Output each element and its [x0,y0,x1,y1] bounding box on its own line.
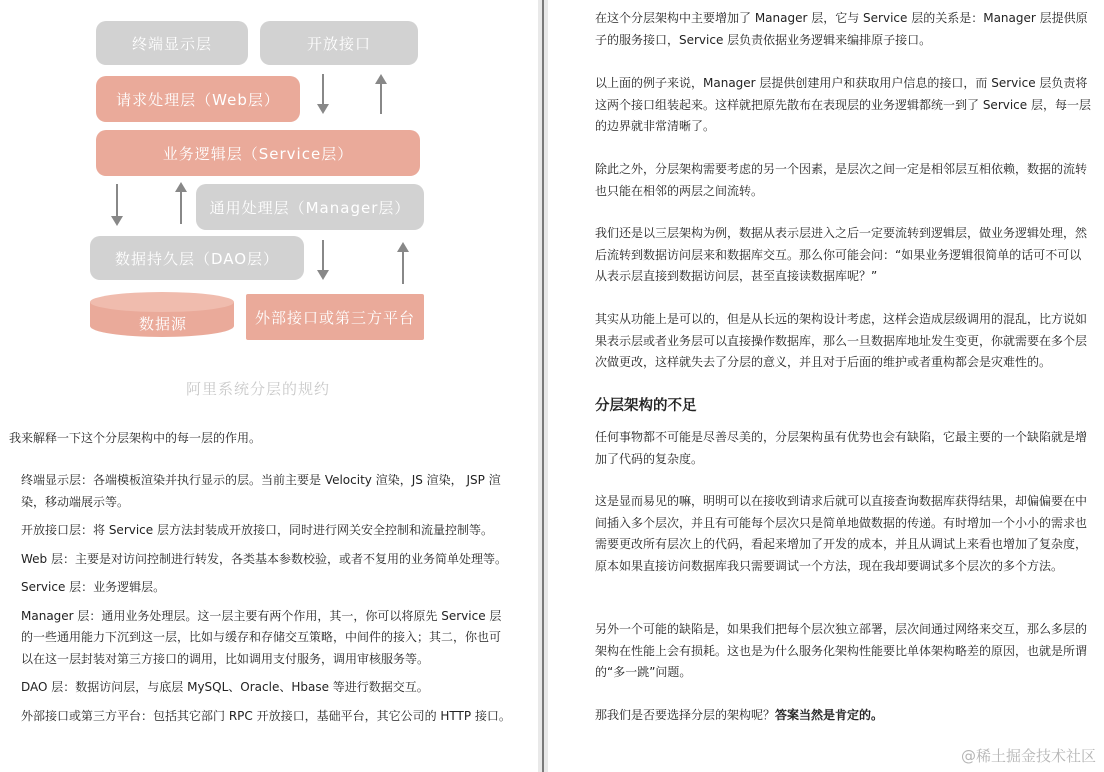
web-layer: 请求处理层（Web层） [96,76,300,122]
page-divider [538,0,548,772]
paragraph-adjacent-dependency: 除此之外，分层架构需要考虑的另一个因素，是层次之间一定是相邻层互相依赖，数据的流转也只能在相邻的两层之间流转。 [595,162,1088,198]
diagram-caption: 阿里系统分层的规约 [185,380,330,398]
arrow-up-icon [396,240,410,286]
paragraph-example: 以上面的例子来说，Manager 层提供创建用户和获取用户信息的接口，而 Service 层负责将这两个接口组装起来。这样就把原先散布在表现层的业务逻辑都统一到了 Service 层，每一层的边界就非常清晰了。 [595,76,1091,133]
paragraph-conclusion [595,705,1091,727]
left-page [0,0,538,772]
definition-open-api: 开放接口层：将 Service 层方法封装成开放接口，同时进行网关安全控制和流量控制等。 [21,523,493,537]
definition-external: 外部接口或第三方平台：包括其它部门 RPC 开放接口，基础平台，其它公司的 HTTP 接口。 [21,708,511,723]
manager-layer: 通用处理层（Manager层） [196,184,424,230]
definition-manager: Manager 层：通用业务处理层。这一层主要有两个作用，其一，你可以将原先 Service 层的一些通用能力下沉到这一层，比如与缓存和存储交互策略，中间件的接入；其二，你也可以在这一层封装对第三方接口的调用，比如调用支付服务，调用审核服务等。 [21,608,502,666]
service-layer: 业务逻辑层（Service层） [96,130,420,176]
datasource-label: 数据源 [138,314,187,333]
arrow-down-icon [316,238,330,284]
external-api-layer: 外部接口或第三方平台 [246,294,424,340]
paragraph-manager-layer: 在这个分层架构中主要增加了 Manager 层，它与 Service 层的关系是：Manager 层提供原子的服务接口，Service 层负责依据业务逻辑来编排原子接口。 [595,11,1088,47]
paragraph-performance-cost: 另外一个可能的缺陷是，如果我们把每个层次独立部署，层次间通过网络来交互，那么多层的架构在性能上会有损耗。这也是为什么服务化架构性能要比单体架构略差的原因，也就是所谓的“多一跳”问题。 [595,622,1088,679]
paragraph-functional-answer: 其实从功能上是可以的，但是从长远的架构设计考虑，这样会造成层级调用的混乱，比方说如果表示层或者业务层可以直接操作数据库，那么一旦数据库地址发生变更，你就需要在多个层次做更改，这样就失去了分层的意义，并且对于后面的维护或者重构都会是灾难性的。 [595,312,1088,369]
section-heading: 分层架构的不足 [595,398,697,414]
paragraph-drawback-complexity: 任何事物都不可能是尽善尽美的，分层架构虽有优势也会有缺陷，它最主要的一个缺陷就是增加了代码的复杂度。 [595,430,1088,466]
layer-definitions [21,470,511,734]
site-watermark: @稀土掘金技术社区 [960,747,1096,765]
definition-terminal: 终端显示层：各端模板渲染并执行显示的层。当前主要是 Velocity 渲染，JS 渲染， JSP 渲染，移动端展示等。 [21,473,501,509]
definition-service: Service 层：业务逻辑层。 [21,580,166,594]
paragraph-three-tier-question: 我们还是以三层架构为例，数据从表示层进入之后一定要流转到逻辑层，做业务逻辑处理，然后流转到数据访问层来和数据库交互。那么你可能会问：“如果业务逻辑很简单的话可不可以从表示层直接到数据访问层，甚至直接读数据库呢？” [595,226,1088,283]
dao-layer: 数据持久层（DAO层） [90,236,304,280]
definition-web: Web 层：主要是对访问控制进行转发，各类基本参数校验，或者不复用的业务简单处理等。 [21,551,507,566]
arrow-up-icon [374,72,388,116]
arrow-up-icon [174,180,188,228]
paragraph-obvious-cost: 这是显而易见的嘛，明明可以在接收到请求后就可以直接查询数据库获得结果，却偏偏要在中间插入多个层次，并且有可能每个层次只是简单地做数据的传递。有时增加一个小小的需求也需要更改所有层次上的代码，看起来增加了开发的成本，并且从调试上来看也增加了复杂度，原本如果直接访问数据库我只需要调试一个方法，现在我却要调试多个层次的多个方法。 [595,494,1088,573]
conclusion-answer: 答案当然是肯定的。 [775,708,884,722]
intro-text: 我来解释一下这个分层架构中的每一层的作用。 [9,431,262,445]
arrow-down-icon [316,72,330,116]
arrow-down-icon [110,182,124,230]
open-api-layer: 开放接口 [260,21,418,65]
conclusion-question: 那我们是否要选择分层的架构呢？ [595,708,776,722]
right-page [548,0,1104,772]
terminal-display-layer: 终端显示层 [96,21,248,65]
definition-dao: DAO 层：数据访问层，与底层 MySQL、Oracle、Hbase 等进行数据交互。 [21,680,429,694]
